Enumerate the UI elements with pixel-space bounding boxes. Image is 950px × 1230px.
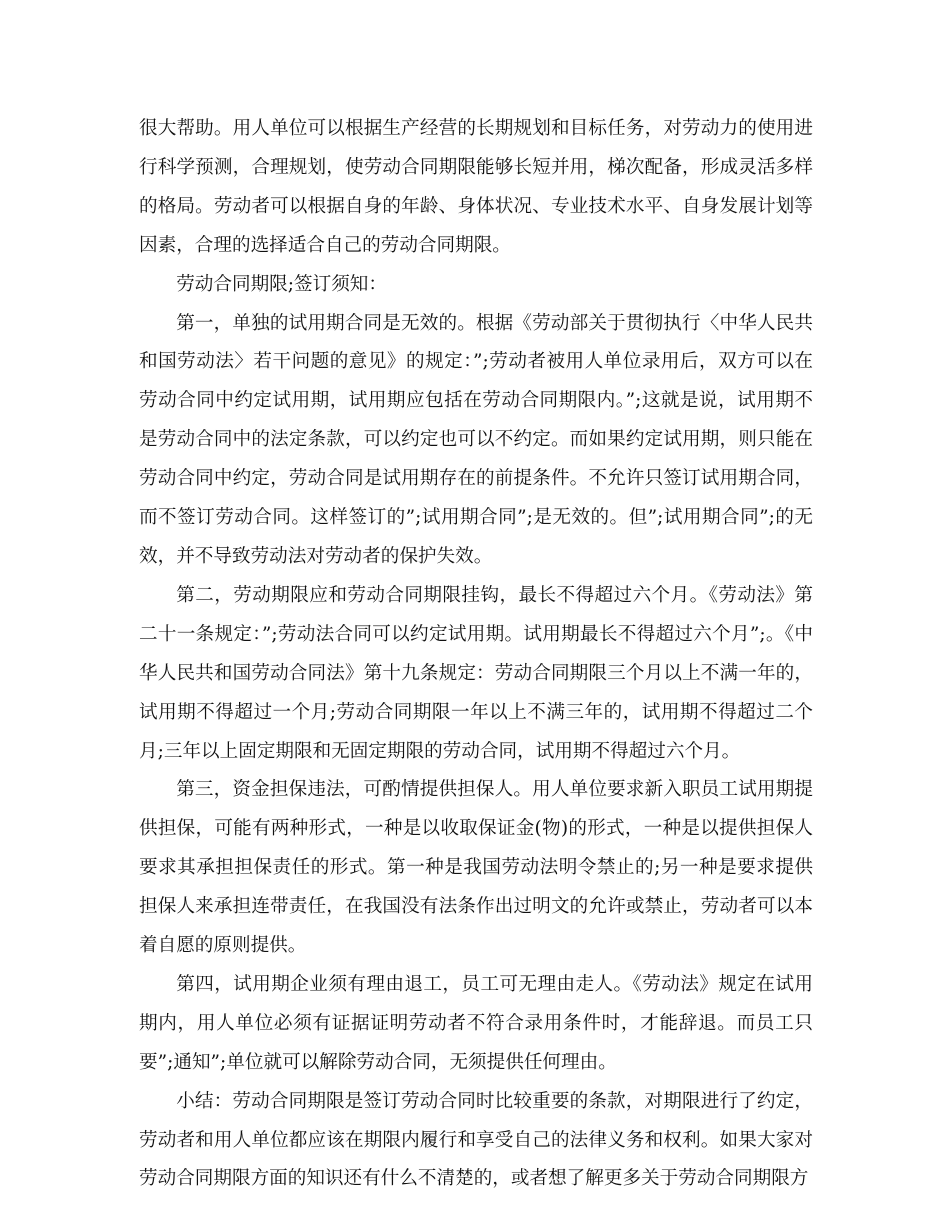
document-body	[139, 110, 813, 1199]
paragraph-point-two: 第二，劳动期限应和劳动合同期限挂钩，最长不得超过六个月。《劳动法》第二十一条规定：”;劳动法合同可以约定试用期。试用期最长不得超过六个月”;。《中华人民共和国劳动合同法》第十九条规定：劳动合同期限三个月以上不满一年的，试用期不得超过一个月;劳动合同期限一年以上不满三年的，试用期不得超过二个月;三年以上固定期限和无固定期限的劳动合同，试用期不得超过六个月。	[139, 584, 813, 762]
paragraph-heading-signing-notes: 劳动合同期限;签订须知：	[176, 273, 387, 295]
paragraph-point-one: 第一，单独的试用期合同是无效的。根据《劳动部关于贯彻执行〈中华人民共和国劳动法〉若干问题的意见》的规定：”;劳动者被用人单位录用后，双方可以在劳动合同中约定试用期，试用期应包括在劳动合同期限内。”;这就是说，试用期不是劳动合同中的法定条款，可以约定也可以不约定。而如果约定试用期，则只能在劳动合同中约定，劳动合同是试用期存在的前提条件。不允许只签订试用期合同，而不签订劳动合同。这样签订的”;试用期合同”;是无效的。但”;试用期合同”;的无效，并不导致劳动法对劳动者的保护失效。	[139, 312, 813, 567]
paragraph-point-three: 第三，资金担保违法，可酌情提供担保人。用人单位要求新入职员工试用期提供担保，可能有两种形式，一种是以收取保证金(物)的形式，一种是以提供担保人要求其承担担保责任的形式。第一种是我国劳动法明令禁止的;另一种是要求提供担保人来承担连带责任，在我国没有法条作出过明文的允许或禁止，劳动者可以本着自愿的原则提供。	[139, 779, 813, 957]
paragraph-summary: 小结：劳动合同期限是签订劳动合同时比较重要的条款，对期限进行了约定，劳动者和用人单位都应该在期限内履行和享受自己的法律义务和权利。如果大家对劳动合同期限方面的知识还有什么不清楚的，或者想了解更多关于劳动合同期限方	[139, 1090, 813, 1190]
paragraph-continuation: 很大帮助。用人单位可以根据生产经营的长期规划和目标任务，对劳动力的使用进行科学预测，合理规划，使劳动合同期限能够长短并用，梯次配备，形成灵活多样的格局。劳动者可以根据自身的年龄、身体状况、专业技术水平、自身发展计划等因素，合理的选择适合自己的劳动合同期限。	[139, 118, 813, 256]
paragraph-point-four: 第四，试用期企业须有理由退工，员工可无理由走人。《劳动法》规定在试用期内，用人单位必须有证据证明劳动者不符合录用条件时，才能辞退。而员工只要”;通知”;单位就可以解除劳动合同，无须提供任何理由。	[139, 973, 813, 1073]
